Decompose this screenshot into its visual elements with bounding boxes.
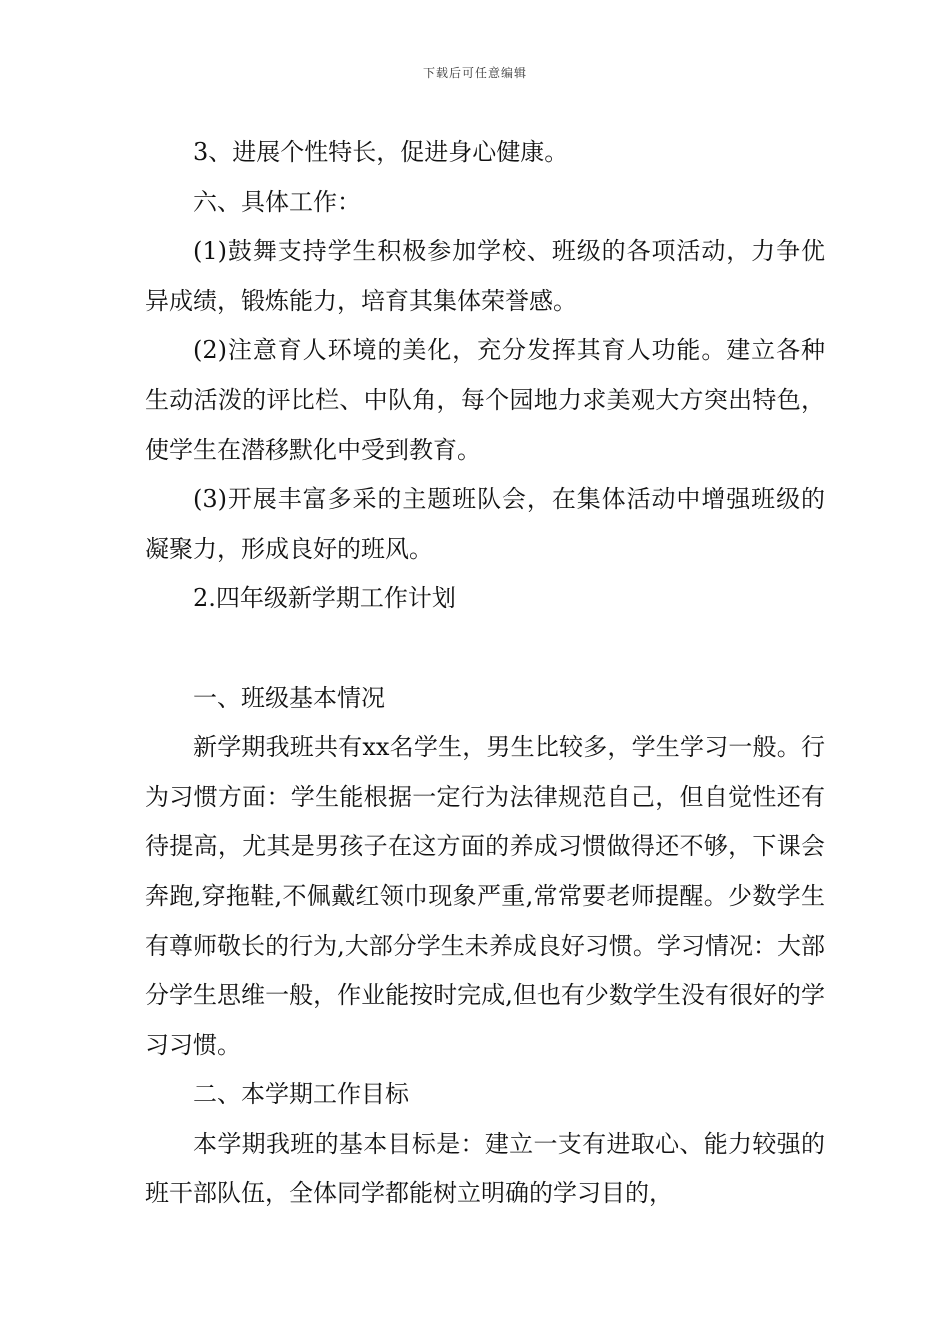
section-title-grade4-plan: 2.四年级新学期工作计划 — [193, 584, 456, 613]
paragraph-class-situation: 新学期我班共有xx名学生，男生比较多，学生学习一般。行为习惯方面：学生能根据一定行为法律规范自己，但自觉性还有待提高，尤其是男孩子在这方面的养成习惯做得还不够，下课会奔跑,穿拖鞋,不佩戴红领巾现象严重,常常要老师提醒。少数学生有尊师敬长的行为,大部分学生未养成良好习惯。学习情况：大部分学生思维一般，作业能按时完成,但也有少数学生没有很好的学习习惯。 — [145, 733, 825, 1059]
heading-class-situation: 一、班级基本情况 — [193, 683, 385, 712]
paragraph-work-1: (1)鼓舞支持学生积极参加学校、班级的各项活动，力争优异成绩，锻炼能力，培育其集体荣誉感。 — [145, 237, 825, 315]
paragraph-work-2: (2)注意育人环境的美化，充分发挥其育人功能。建立各种生动活泼的评比栏、中队角，每个园地力求美观大方突出特色，使学生在潜移默化中受到教育。 — [145, 336, 825, 464]
heading-specific-work: 六、具体工作： — [193, 187, 361, 216]
paragraph-work-3: (3)开展丰富多采的主题班队会，在集体活动中增强班级的凝聚力，形成良好的班风。 — [145, 485, 825, 563]
paragraph-semester-goals: 本学期我班的基本目标是：建立一支有进取心、能力较强的班干部队伍，全体同学都能树立明确的学习目的， — [145, 1129, 825, 1208]
document-body — [145, 128, 825, 1219]
page-header: 下载后可任意编辑 — [422, 66, 527, 80]
blank-line — [145, 624, 825, 674]
paragraph-goal-3: 3、进展个性特长，促进身心健康。 — [193, 138, 569, 166]
heading-semester-goals: 二、本学期工作目标 — [193, 1080, 409, 1109]
